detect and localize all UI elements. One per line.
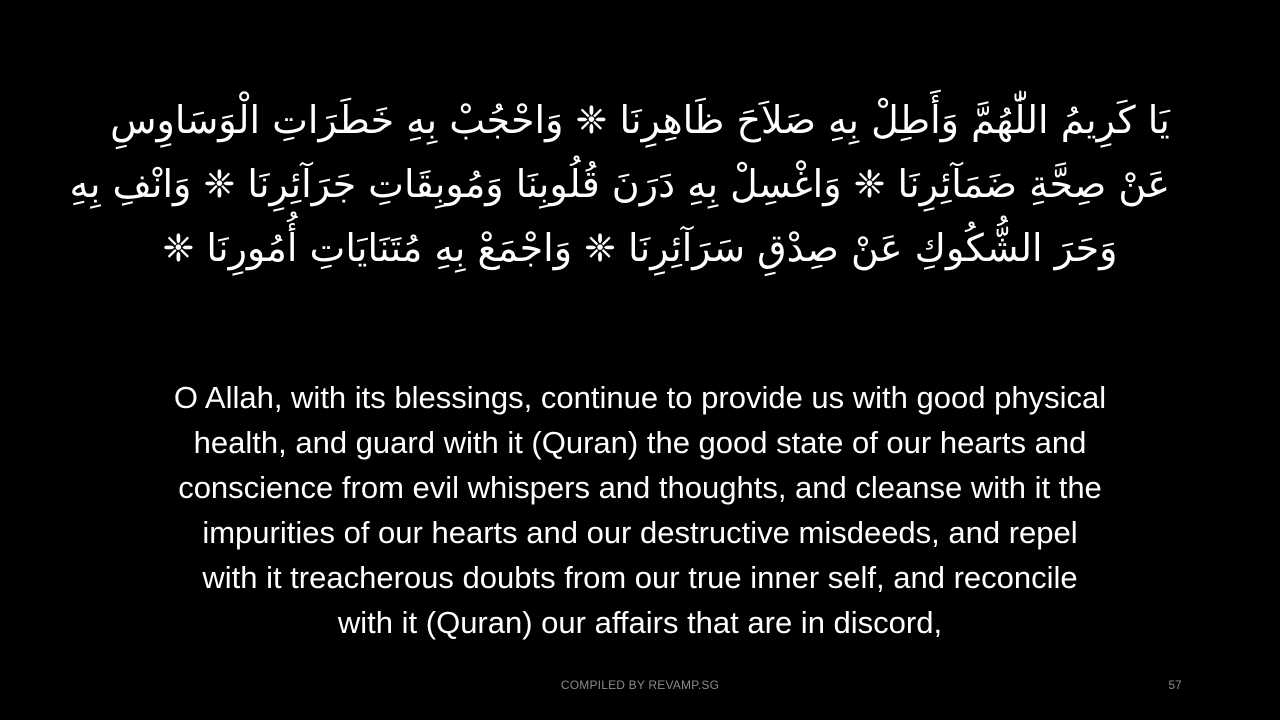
translation-line-6: with it (Quran) our affairs that are in discord, [337, 605, 943, 640]
arabic-text [69, 88, 1170, 280]
translation-line-1: O Allah, with its blessings, continue to provide us with good physical [173, 380, 1107, 415]
arabic-line-2: عَنْ صِحَّةِ ضَمَآئِرِنَا ❈ وَاغْسِلْ بِهِ دَرَنَ قُلُوبِنَا وَمُوبِقَاتِ جَرَآئِرِنَا ❈ وَانْفِ بِهِ [69, 162, 1170, 206]
arabic-line-1: يَا كَرِيمُ اللّٰهُمَّ وَأَطِلْ بِهِ صَلاَحَ ظَاهِرِنَا ❈ وَاحْجُبْ بِهِ خَطَرَاتِ الْوَسَاوِسِ [110, 98, 1170, 142]
translation-line-4: impurities of our hearts and our destructive misdeeds, and repel [202, 515, 1078, 550]
footer-credit: COMPILED BY REVAMP.SG [560, 678, 720, 692]
translation-line-5: with it treacherous doubts from our true inner self, and reconcile [202, 560, 1078, 595]
page-number: 57 [1168, 678, 1182, 692]
translation-line-3: conscience from evil whispers and thoughts, and cleanse with it the [178, 470, 1102, 505]
arabic-line-3: وَحَرَ الشُّكُوكِ عَنْ صِدْقِ سَرَآئِرِنَا ❈ وَاجْمَعْ بِهِ مُتَنَايَاتِ أُمُورِنَا ❈ [162, 226, 1118, 270]
english-translation [100, 375, 1180, 645]
translation-line-2: health, and guard with it (Quran) the good state of our hearts and [193, 425, 1087, 460]
